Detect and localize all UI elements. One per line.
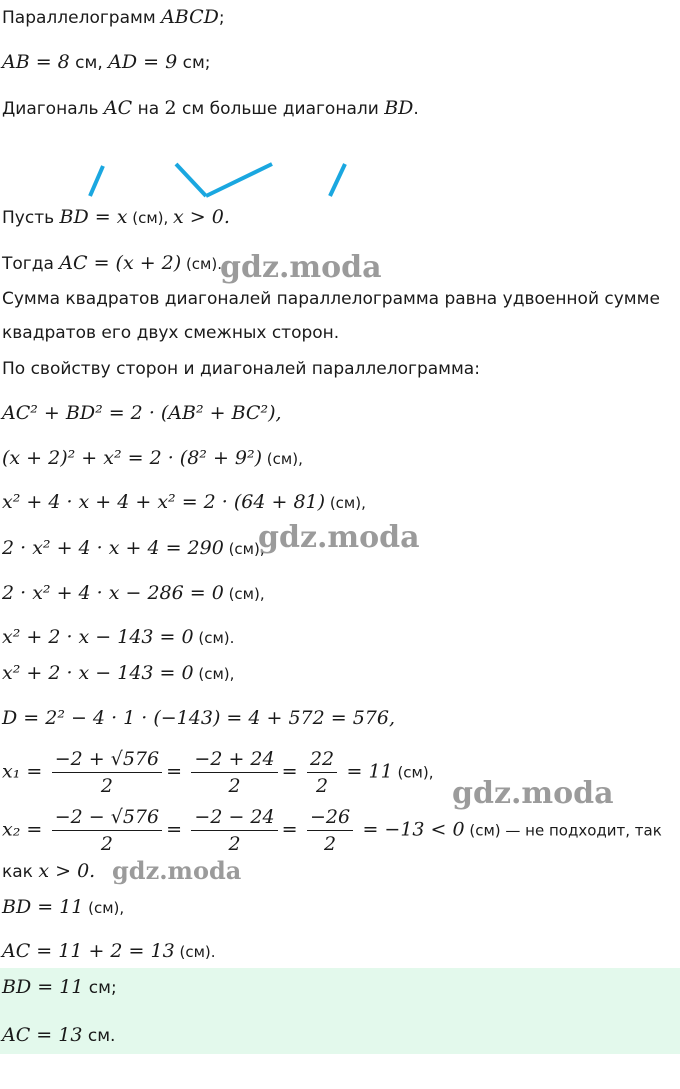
fraction (52, 806, 162, 855)
equation-3 (2, 491, 366, 514)
math: x₂ = (2, 818, 43, 841)
equation-2 (2, 447, 303, 470)
unit: (см), (392, 763, 434, 782)
numerator: 22 (307, 748, 337, 773)
unit: (см), (223, 585, 265, 603)
text: см, (69, 53, 109, 73)
fraction (307, 806, 353, 855)
numerator: −26 (307, 806, 353, 831)
discriminant: D = 2² − 4 · 1 · (−143) = 4 + 572 = 576, (2, 707, 396, 729)
math: 2 · x² + 4 · x − 286 = 0 (2, 582, 224, 604)
root-x2: x₂ = $\frac{-2 - √576}{2}$ = $\frac{-2 - 24}{2}$ = $\frac{-26}{2}$ = −13 < 0 (см) — не подходит, так (2, 806, 662, 855)
answer-bd (2, 976, 117, 999)
result-bd (2, 896, 124, 919)
math: BD = x (59, 206, 128, 228)
numerator: −2 − 24 (191, 806, 277, 831)
figure-segment-1 (90, 166, 103, 196)
unit: (см) — не подходит, так (464, 821, 662, 840)
math: x > 0. (38, 860, 96, 882)
denominator: 2 (100, 833, 113, 855)
math: x² + 4 · x + 4 + x² = 2 · (64 + 81) (2, 491, 326, 513)
fraction (191, 806, 277, 855)
math: x > 0. (173, 206, 230, 228)
math: ABCD (161, 6, 219, 28)
math: x² + 2 · x − 143 = 0 (2, 626, 194, 648)
answer-ac (2, 1024, 115, 1047)
math: 2 (164, 97, 177, 119)
numerator: −2 + 24 (191, 748, 277, 773)
math: x₁ = (2, 760, 43, 783)
text: как (2, 862, 39, 882)
given-diagonals (2, 97, 419, 120)
unit: (см), (262, 450, 303, 468)
equation-1: AC² + BD² = 2 · (AB² + BC²), (2, 402, 282, 424)
let-bd (2, 206, 230, 229)
equation-6 (2, 626, 234, 649)
theorem-text-2: квадратов его двух смежных сторон. (2, 323, 340, 343)
watermark: gdz.moda (258, 520, 420, 555)
math: AC (103, 97, 133, 119)
watermark: gdz.moda (220, 250, 382, 285)
unit: (см), (83, 899, 125, 917)
equation-5 (2, 582, 265, 605)
denominator: 2 (100, 775, 113, 797)
text: (см), (127, 209, 174, 227)
math: BD = 11 (2, 976, 84, 998)
parallelogram-figure-fragment (0, 150, 680, 210)
denominator: 2 (315, 775, 329, 797)
since-x-positive (2, 860, 95, 883)
denominator: 2 (228, 833, 241, 855)
text: см; (177, 53, 211, 73)
given-sides (2, 51, 211, 74)
math: = −13 < 0 (362, 818, 465, 841)
text: . (413, 99, 419, 119)
math: = 11 (346, 760, 393, 783)
math: AB = 8 (2, 51, 70, 73)
text: Пусть (2, 208, 60, 228)
numerator: −2 − √576 (52, 806, 162, 831)
watermark: gdz.moda (112, 856, 242, 885)
text: см. (82, 1026, 116, 1046)
math: AC = 13 (2, 1024, 83, 1046)
math: x² + 2 · x − 143 = 0 (2, 662, 194, 684)
given-parallelogram (2, 6, 225, 29)
fraction (52, 748, 162, 797)
text: Диагональ (2, 99, 104, 119)
property-text: По свойству сторон и диагоналей параллелограмма: (2, 359, 480, 379)
text: Параллелограмм (2, 8, 162, 28)
fraction (307, 748, 337, 797)
numerator: −2 + √576 (52, 748, 162, 773)
figure-segment-4 (330, 164, 345, 196)
equation-4 (2, 537, 265, 560)
unit: (см), (223, 540, 265, 558)
unit: (см), (325, 494, 366, 512)
text: на (132, 99, 165, 119)
result-ac (2, 940, 216, 963)
math: AC = 11 + 2 = 13 (2, 940, 175, 962)
root-x1: x₁ = $\frac{-2 + √576}{2}$ = $\frac{-2 + 24}{2}$ = $\frac{22}{2}$ = 11 (см), (2, 748, 434, 797)
then-ac (2, 252, 222, 275)
theorem-text-1: Сумма квадратов диагоналей параллелограмма равна удвоенной сумме (2, 289, 660, 309)
math: BD = 11 (2, 896, 84, 918)
text: (см). (181, 255, 222, 273)
math: 2 · x² + 4 · x + 4 = 290 (2, 537, 224, 559)
text: Тогда (2, 254, 60, 274)
math: AC = (x + 2) (59, 252, 182, 274)
equation-7 (2, 662, 234, 685)
unit: (см). (193, 629, 235, 647)
denominator: 2 (228, 775, 241, 797)
unit: (см), (193, 665, 235, 683)
fraction (191, 748, 277, 797)
denominator: 2 (323, 833, 337, 855)
text: см; (83, 978, 117, 998)
math: AD = 9 (108, 51, 178, 73)
math: (x + 2)² + x² = 2 · (8² + 9²) (2, 447, 263, 469)
figure-segment-3 (206, 164, 272, 196)
figure-segment-2 (176, 164, 206, 196)
watermark: gdz.moda (452, 776, 614, 811)
unit: (см). (174, 943, 216, 961)
text: см больше диагонали (176, 99, 385, 119)
math: BD (384, 97, 414, 119)
text: ; (218, 8, 225, 28)
